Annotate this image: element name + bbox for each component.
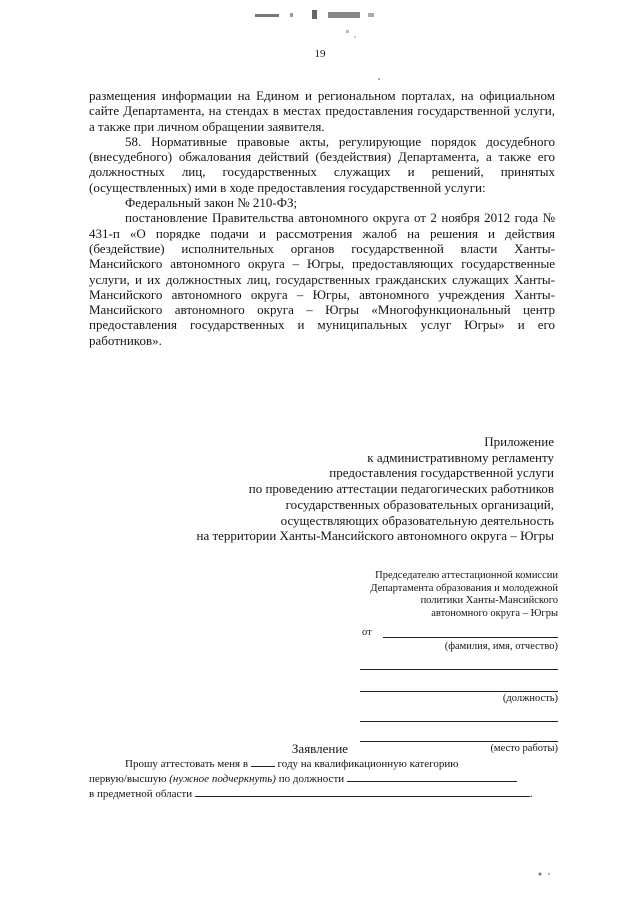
appendix-line: на территории Ханты-Мансийского автономного округа – Югры: [196, 528, 554, 544]
position-input-line[interactable]: [360, 691, 558, 692]
category-options: первую/высшую: [89, 773, 167, 785]
position-blank[interactable]: [347, 771, 517, 782]
appendix-line: осуществляющих образовательную деятельность: [280, 512, 554, 528]
body-text: [89, 88, 555, 348]
underline-hint: (нужное подчеркнуть): [169, 773, 276, 785]
paragraph-federal-law: Федеральный закон № 210-ФЗ;: [125, 195, 298, 211]
paragraph: размещения информации на Едином и региональном порталах, на официальном сайте Департамента, на стендах в местах предоставления государственной услуги, а также при личном обращении заявителя.: [89, 88, 555, 134]
statement-line2-suffix: по должности: [278, 773, 345, 785]
fio-extra-input-line[interactable]: [360, 669, 558, 670]
fio-caption: (фамилия, имя, отчество): [444, 641, 558, 653]
appendix-line: по проведению аттестации педагогических работников: [248, 481, 554, 497]
workplace-row-2: [290, 728, 558, 742]
workplace-input-line[interactable]: [360, 721, 558, 722]
statement-line1-suffix: году на квалификационную категорию: [277, 758, 459, 770]
position-row: [290, 678, 558, 692]
statement-line-2: [89, 771, 559, 786]
appendix-line: государственных образовательных организаций,: [285, 496, 554, 512]
page-number: 19: [314, 48, 326, 60]
from-label: от: [362, 626, 372, 638]
addressee-line: политики Ханты-Мансийского: [420, 595, 558, 607]
fio-input-line[interactable]: [383, 637, 558, 638]
statement-line-1: [89, 756, 559, 771]
subject-area-blank[interactable]: [195, 786, 530, 797]
addressee-line: автономного округа – Югры: [431, 607, 558, 619]
fio-extra-row: [290, 658, 558, 670]
scan-noise-top: [250, 8, 400, 48]
statement-line3-end: .: [529, 788, 533, 800]
appendix-line: Приложение: [484, 434, 554, 449]
paragraph-resolution: постановление Правительства автономного округа от 2 ноября 2012 года № 431-п «О порядке подачи и рассмотрения жалоб на решения и действия (бездействие) исполнительных органов государственной власти Ханты-Мансийского автономного округа – Югры, предоставляющих государственные услуги, и их должностных лиц, государственных гражданских служащих Ханты-Мансийского автономного округа – Югры, автономного учреждения Ханты-Мансийского автономного округа – Югры «Многофункциональный центр предоставления государственных и муниципальных услуг Югры» и его работников».: [89, 210, 555, 348]
position-caption: (должность): [502, 692, 558, 704]
statement-line-3: [89, 786, 559, 801]
statement-title: Заявление: [291, 741, 349, 756]
statement-body: [89, 756, 559, 801]
appendix-line: к административному регламенту: [367, 449, 554, 465]
appendix-heading: [134, 434, 554, 544]
statement-line1-prefix: Прошу аттестовать меня в: [125, 758, 249, 770]
workplace-row-1: [290, 710, 558, 722]
addressee-line: Департамента образования и молодежной: [370, 582, 558, 594]
paragraph-58: 58. Нормативные правовые акты, регулирующие порядок досудебного (внесудебного) обжалования действий (бездействия) Департамента, а также его должностных лиц, государственных служащих и решений, принятых (осуществленных) ими в ходе предоставления государственной услуги:: [89, 133, 555, 195]
year-blank[interactable]: [251, 756, 275, 767]
workplace-caption: (место работы): [490, 742, 558, 754]
addressee-line: Председателю аттестационной комиссии: [375, 570, 558, 581]
scan-dot: [377, 77, 381, 81]
statement-line3-prefix: в предметной области: [89, 788, 193, 800]
appendix-line: предоставления государственной услуги: [329, 465, 554, 481]
from-field-row: [290, 626, 558, 640]
addressee-block: [290, 570, 558, 755]
scan-dot: [537, 870, 553, 878]
